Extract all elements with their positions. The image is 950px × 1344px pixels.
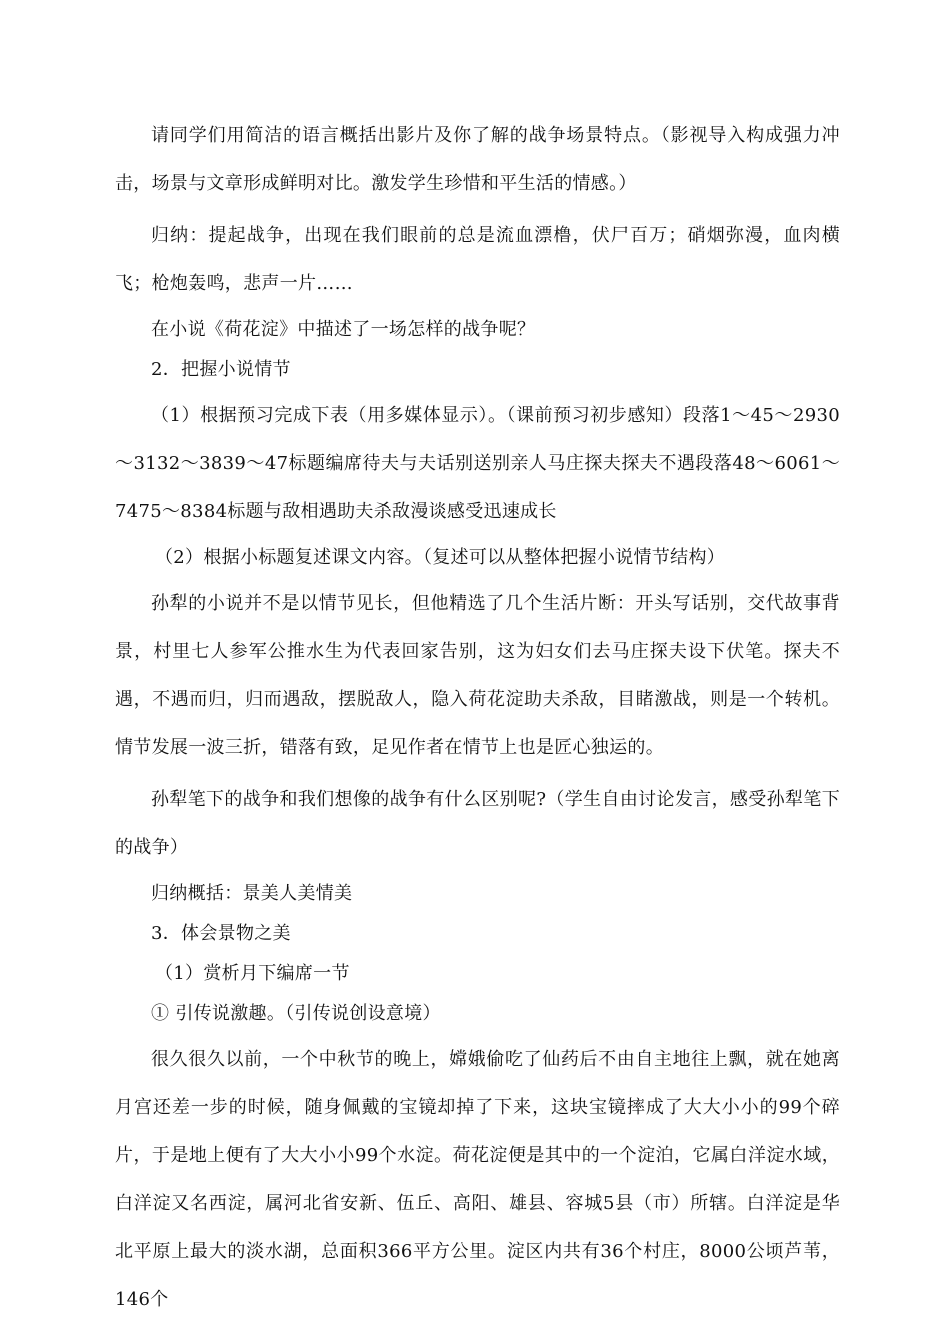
- paragraph-retell: （2）根据小标题复述课文内容。（复述可以从整体把握小说情节结构）: [155, 547, 726, 568]
- section-heading-scenery: 3．体会景物之美: [151, 923, 291, 944]
- section-heading-plot: 2．把握小说情节: [151, 359, 291, 380]
- subsection-heading-weaving: （1）赏析月下编席一节: [155, 963, 350, 984]
- paragraph-preview-table: （1）根据预习完成下表（用多媒体显示）。（课前预习初步感知）段落1～45～2930～3132～3839～47标题编席待夫与夫话别送别亲人马庄探夫探夫不遇段落48～6061～7475～8384标题与敌相遇助夫杀敌漫谈感受迅速成长: [115, 405, 840, 522]
- paragraph-film-summary: 请同学们用简洁的语言概括出影片及你了解的战争场景特点。（影视导入构成强力冲击，场景与文章形成鲜明对比。激发学生珍惜和平生活的情感。）: [115, 125, 840, 194]
- paragraph-sun-li-plot: 孙犁的小说并不是以情节见长，但他精选了几个生活片断：开头写话别，交代故事背景，村里七人参军公推水生为代表回家告别，这为妇女们去马庄探夫设下伏笔。探夫不遇，不遇而归，归而遇敌，摆脱敌人，隐入荷花淀助夫杀敌，目睹激战，则是一个转机。情节发展一波三折，错落有致，足见作者在情节上也是匠心独运的。: [115, 593, 840, 758]
- paragraph-question-war: 在小说《荷花淀》中描述了一场怎样的战争呢？: [151, 319, 536, 340]
- paragraph-legend: 很久很久以前，一个中秋节的晚上，嫦娥偷吃了仙药后不由自主地往上飘，就在她离月宫还差一步的时候，随身佩戴的宝镜却掉了下来，这块宝镜摔成了大大小小的99个碎片，于是地上便有了大大小小99个水淀。荷花淀便是其中的一个淀泊，它属白洋淀水域，白洋淀又名西淀，属河北省安新、伍丘、高阳、雄县、容城5县（市）所辖。白洋淀是华北平原上最大的淡水湖，总面积366平方公里。淀区内共有36个村庄，8000公顷芦苇，146个: [115, 1049, 840, 1310]
- paragraph-war-difference: 孙犁笔下的战争和我们想像的战争有什么区别呢?（学生自由讨论发言，感受孙犁笔下的战争）: [115, 789, 840, 858]
- item-legend-intro: ① 引传说激趣。（引传说创设意境）: [151, 1003, 441, 1024]
- paragraph-conclusion: 归纳概括：景美人美情美: [151, 883, 353, 904]
- document-body: [115, 112, 840, 1328]
- paragraph-war-summary: 归纳：提起战争，出现在我们眼前的总是流血漂橹，伏尸百万；硝烟弥漫，血肉横飞；枪炮轰鸣，悲声一片……: [115, 225, 840, 294]
